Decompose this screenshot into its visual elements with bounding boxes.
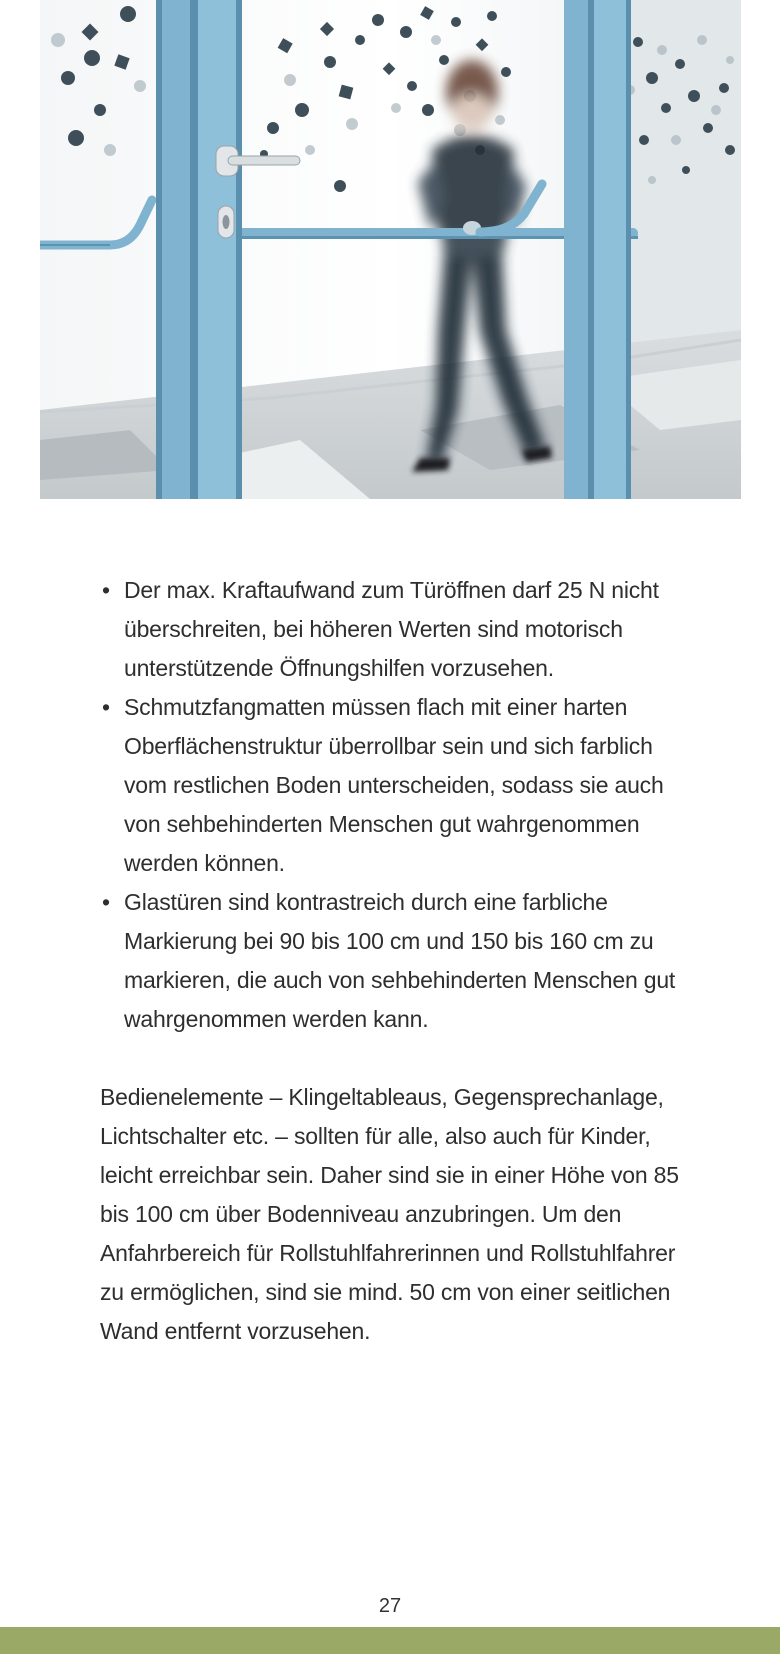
- bullet-item-glass-doors: • Glastüren sind kontrastreich durch eine farbliche Markierung bei 90 bis 100 cm und 150 bis 160 cm zu markieren, die auch von sehbehinderten Menschen gut wahrgenommen werden kann.: [100, 883, 700, 1039]
- requirements-list: [100, 571, 700, 1039]
- footer-bar: [0, 1627, 780, 1654]
- controls-paragraph: Bedienelemente – Klingeltableaus, Gegensprechanlage, Lichtschalter etc. – sollten für alle, also auch für Kinder, leicht erreichbar sein. Daher sind sie in einer Höhe von 85 bis 100 cm über Bodenniveau anzubringen. Um den Anfahrbereich für Rollstuhlfahrerinnen und Rollstuhlfahrer zu ermöglichen, sind sie mind. 50 cm von einer seitlichen Wand entfernt vorzusehen.: [100, 1084, 679, 1344]
- bullet-item-dirt-mats: • Schmutzfangmatten müssen flach mit einer harten Oberflächenstruktur überrollbar sein und sich farblich vom restlichen Boden unterscheiden, sodass sie auch von sehbehinderten Menschen gut wahrgenommen werden können.: [100, 688, 700, 883]
- text-content: [100, 571, 700, 1351]
- door-photo-illustration: [40, 0, 741, 499]
- bullet-item-door-force: • Der max. Kraftaufwand zum Türöffnen darf 25 N nicht überschreiten, bei höheren Werten sind motorisch unterstützende Öffnungshilfen vorzusehen.: [100, 571, 700, 688]
- door-photo: [40, 0, 741, 499]
- page-number: 27: [378, 1595, 402, 1617]
